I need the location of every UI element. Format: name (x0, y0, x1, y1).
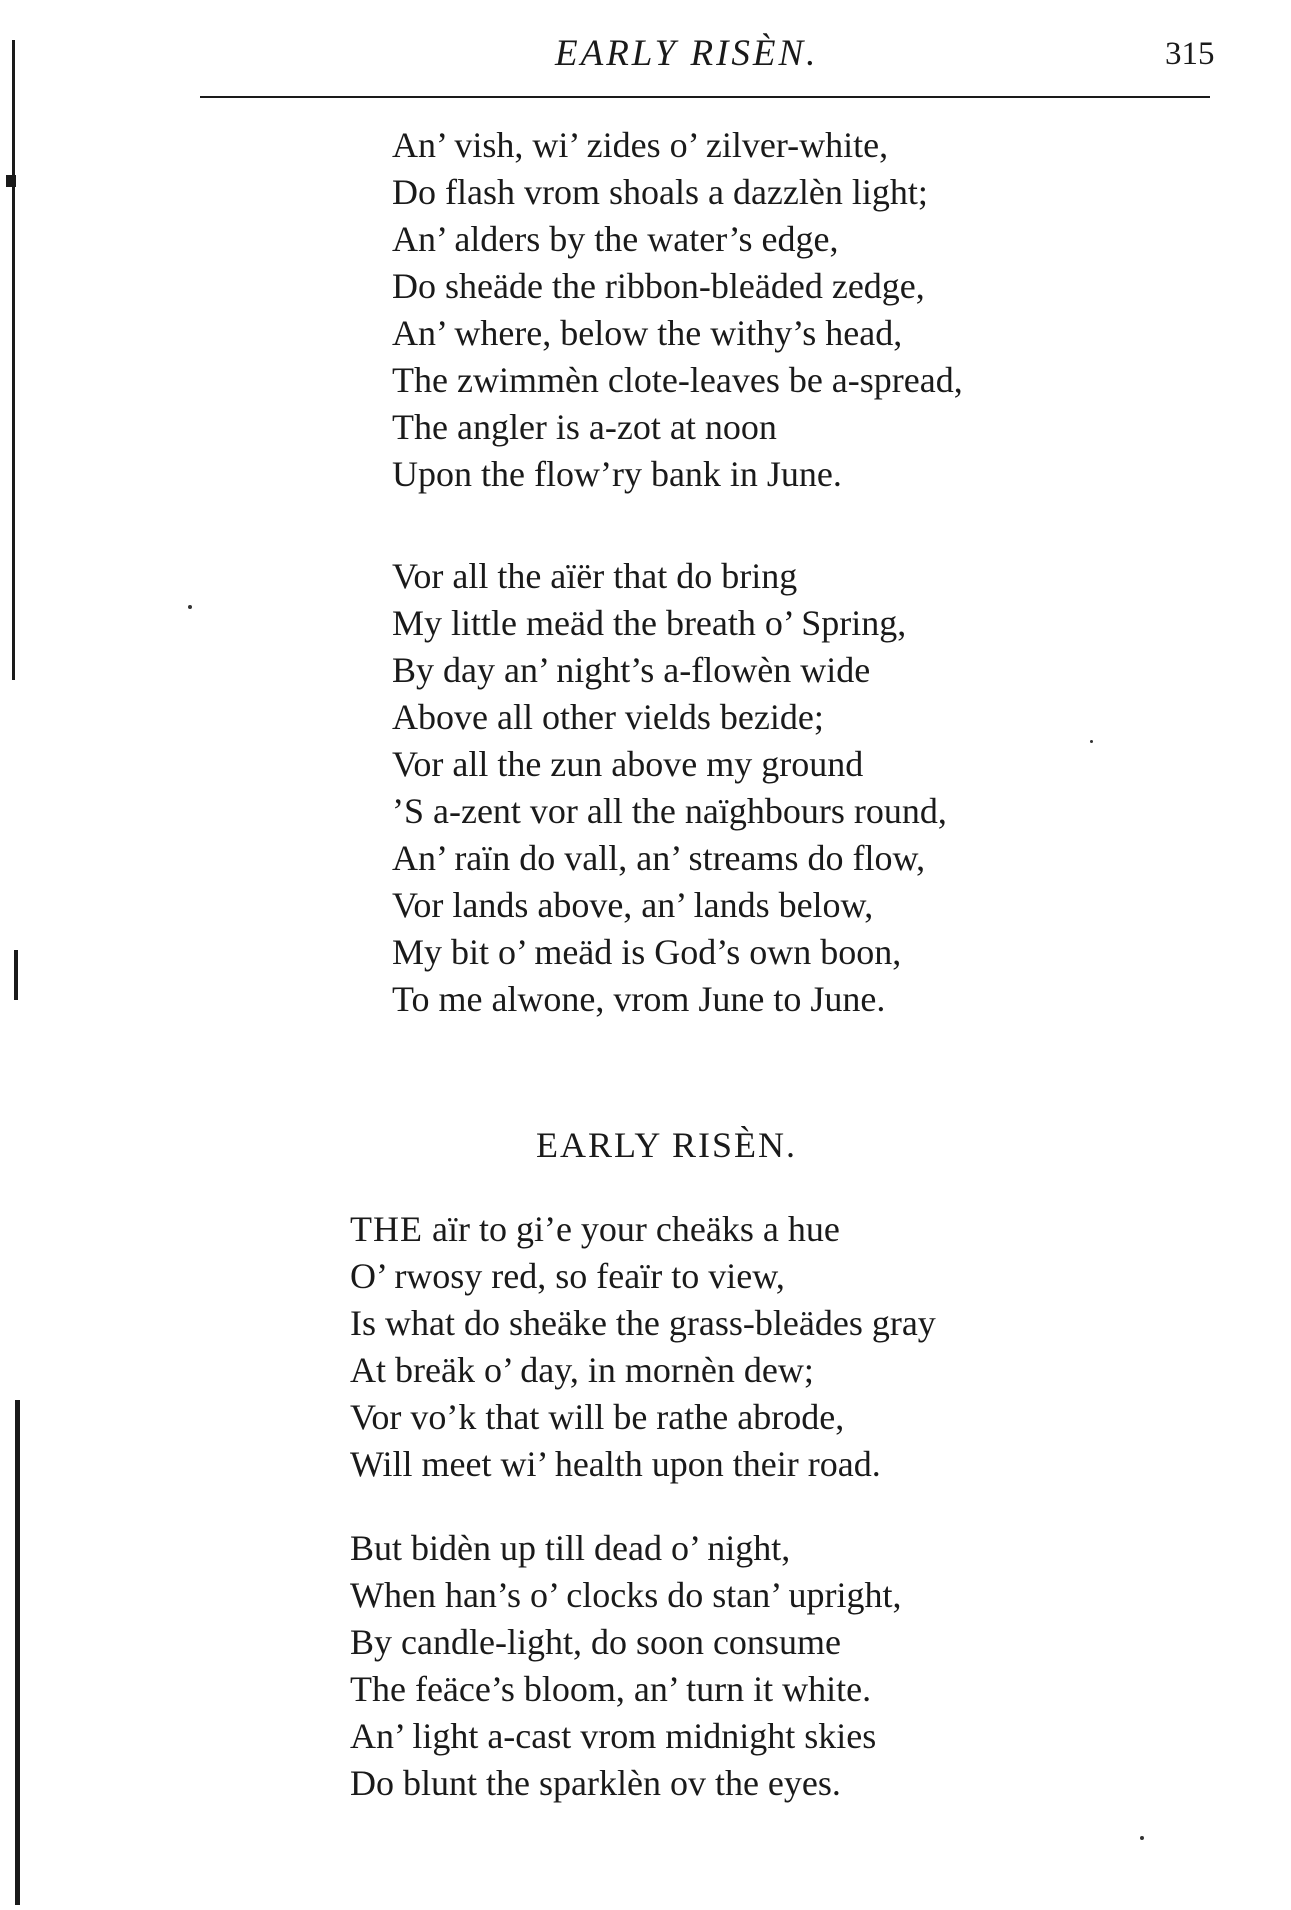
scan-dust-dot (188, 605, 192, 609)
stanza-2 (392, 553, 947, 1023)
verse-line: An’ where, below the withy’s head, (392, 313, 903, 353)
verse-line: Above all other vields bezide; (392, 697, 824, 737)
verse-line: Vor all the aïër that do bring (392, 556, 798, 596)
poem-title: EARLY RISÈN. (535, 1125, 798, 1165)
verse-line: An’ alders by the water’s edge, (392, 219, 839, 259)
verse-line: By candle-light, do soon consume (350, 1622, 841, 1662)
scan-gutter-mark (6, 175, 16, 187)
verse-line: The zwimmèn clote-leaves be a-spread, (392, 360, 963, 400)
page-number: 315 (1165, 36, 1215, 72)
header-rule (200, 96, 1210, 98)
scan-dust-dot (1140, 1836, 1144, 1840)
scan-gutter-edge-bottom (15, 1400, 20, 1905)
verse-line: By day an’ night’s a-flowèn wide (392, 650, 871, 690)
verse-line: Do flash vrom shoals a dazzlèn light; (392, 172, 928, 212)
verse-line: Vor vo’k that will be rathe abrode, (350, 1397, 845, 1437)
verse-line-first (350, 1206, 936, 1253)
stanza-4 (350, 1525, 902, 1807)
scan-gutter-edge-middle (14, 950, 18, 1000)
verse-line: Do sheäde the ribbon-bleäded zedge, (392, 266, 925, 306)
running-header (0, 32, 1291, 82)
verse-line: My little meäd the breath o’ Spring, (392, 603, 907, 643)
verse-line: Is what do sheäke the grass-bleädes gray (350, 1303, 936, 1343)
verse-line: An’ raïn do vall, an’ streams do flow, (392, 838, 926, 878)
verse-line: When han’s o’ clocks do stan’ upright, (350, 1575, 902, 1615)
scan-gutter-edge-top (12, 40, 15, 680)
verse-line: An’ vish, wi’ zides o’ zilver-white, (392, 125, 889, 165)
stanza-3 (350, 1206, 936, 1488)
verse-line: To me alwone, vrom June to June. (392, 979, 886, 1019)
first-line-text: aïr to gi’e your cheäks a hue (422, 1209, 840, 1249)
verse-line: At breäk o’ day, in mornèn dew; (350, 1350, 814, 1390)
verse-line: The angler is a-zot at noon (392, 407, 777, 447)
verse-line: Vor lands above, an’ lands below, (392, 885, 874, 925)
verse-line: An’ light a-cast vrom midnight skies (350, 1716, 877, 1756)
stanza-1 (392, 122, 963, 498)
verse-line: The feäce’s bloom, an’ turn it white. (350, 1669, 872, 1709)
verse-line: O’ rwosy red, so feaïr to view, (350, 1256, 785, 1296)
verse-line: Upon the flow’ry bank in June. (392, 454, 842, 494)
verse-line: My bit o’ meäd is God’s own boon, (392, 932, 902, 972)
verse-line: ’S a-zent vor all the naïghbours round, (392, 791, 947, 831)
opening-word: THE (350, 1209, 423, 1249)
verse-line: Will meet wi’ health upon their road. (350, 1444, 881, 1484)
running-title: EARLY RISÈN. (555, 33, 819, 74)
verse-line: Do blunt the sparklèn ov the eyes. (350, 1763, 841, 1803)
scan-dust-dot (1090, 740, 1093, 743)
verse-line: Vor all the zun above my ground (392, 744, 864, 784)
verse-line: But bidèn up till dead o’ night, (350, 1528, 791, 1568)
